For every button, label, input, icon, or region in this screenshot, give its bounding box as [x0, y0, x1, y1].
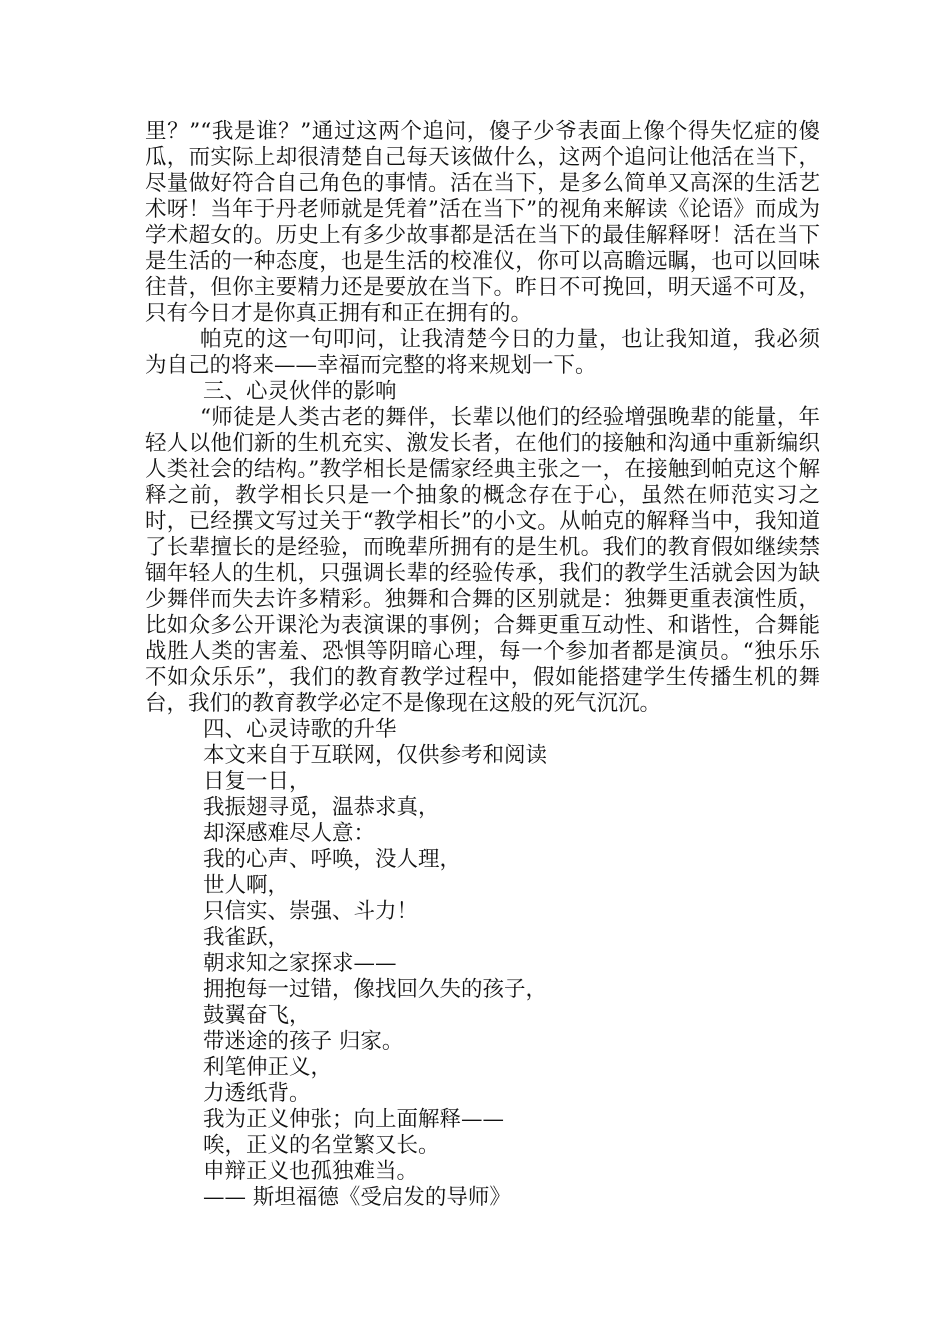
poem-line: 拥抱每一过错，像找回久失的孩子，: [203, 977, 548, 1002]
poem-line: 唉，正义的名堂繁又长。: [203, 1133, 440, 1158]
poem-line: 我雀跃，: [203, 925, 290, 950]
poem-block: [145, 743, 820, 1211]
poem-line: 带迷途的孩子 归家。: [203, 1029, 404, 1054]
poem-line: 我振翅寻觅，温恭求真，: [203, 795, 440, 820]
poem-line: 我的心声、呼唤，没人理，: [203, 847, 462, 872]
poem-line: 却深感难尽人意：: [203, 821, 376, 846]
document-page: [145, 119, 820, 1211]
body-paragraph: “师徒是人类古老的舞伴，长辈以他们的经验增强晚辈的能量，年轻人以他们新的生机充实、激发长者，在他们的接触和沟通中重新编织人类社会的结构。”教学相长是儒家经典主张之一，在接触到帕克这个解释之前，教学相长只是一个抽象的概念存在于心，虽然在师范实习之时，已经撰文写过关于“教学相长”的小文。从帕克的解释当中，我知道了长辈擅长的是经验，而晚辈所拥有的是生机。我们的教育假如继续禁锢年轻人的生机，只强调长辈的经验传承，我们的教学生活就会因为缺少舞伴而失去许多精彩。独舞和合舞的区别就是：独舞更重表演性质，比如众多公开课沦为表演课的事例；合舞更重互动性、和谐性，合舞能战胜人类的害羞、恐惧等阴暗心理，每一个参加者都是演员。“独乐乐不如众乐乐”，我们的教育教学过程中，假如能搭建学生传播生机的舞台，我们的教育教学必定不是像现在这般的死气沉沉。: [145, 405, 820, 716]
poem-line: 日复一日，: [203, 769, 311, 794]
poem-line: 利笔伸正义，: [203, 1055, 333, 1080]
poem-line: 我为正义伸张；向上面解释——: [203, 1107, 505, 1132]
section-heading: 三、心灵伙伴的影响: [203, 379, 397, 404]
poem-line: 力透纸背。: [203, 1081, 311, 1106]
poem-line: 申辩正义也孤独难当。: [203, 1159, 419, 1184]
poem-line: 朝求知之家探求——: [203, 951, 397, 976]
body-paragraph: 里？”“我是谁？”通过这两个追问，傻子少爷表面上像个得失忆症的傻瓜，而实际上却很清楚自己每天该做什么，这两个追问让他活在当下，尽量做好符合自己角色的事情。活在当下，是多么简单又高深的生活艺术呀！当年于丹老师就是凭着”活在当下”的视角来解读《论语》而成为学术超女的。历史上有多少故事都是活在当下的最佳解释呀！活在当下是生活的一种态度，也是生活的校准仪，你可以高瞻远瞩，也可以回味往昔，但你主要精力还是要放在当下。昨日不可挽回，明天遥不可及，只有今日才是你真正拥有和正在拥有的。: [145, 119, 820, 326]
poem-attribution: —— 斯坦福德《受启发的导师》: [203, 1185, 511, 1210]
body-paragraph: 帕克的这一句叩问，让我清楚今日的力量，也让我知道，我必须为自己的将来——幸福而完整的将来规划一下。: [145, 327, 820, 378]
poem-line: 只信实、崇强、斗力！: [203, 899, 419, 924]
poem-line: 鼓翼奋飞，: [203, 1003, 311, 1028]
poem-line: 本文来自于互联网，仅供参考和阅读: [203, 743, 548, 768]
poem-line: 世人啊，: [203, 873, 290, 898]
section-heading: 四、心灵诗歌的升华: [203, 717, 397, 742]
